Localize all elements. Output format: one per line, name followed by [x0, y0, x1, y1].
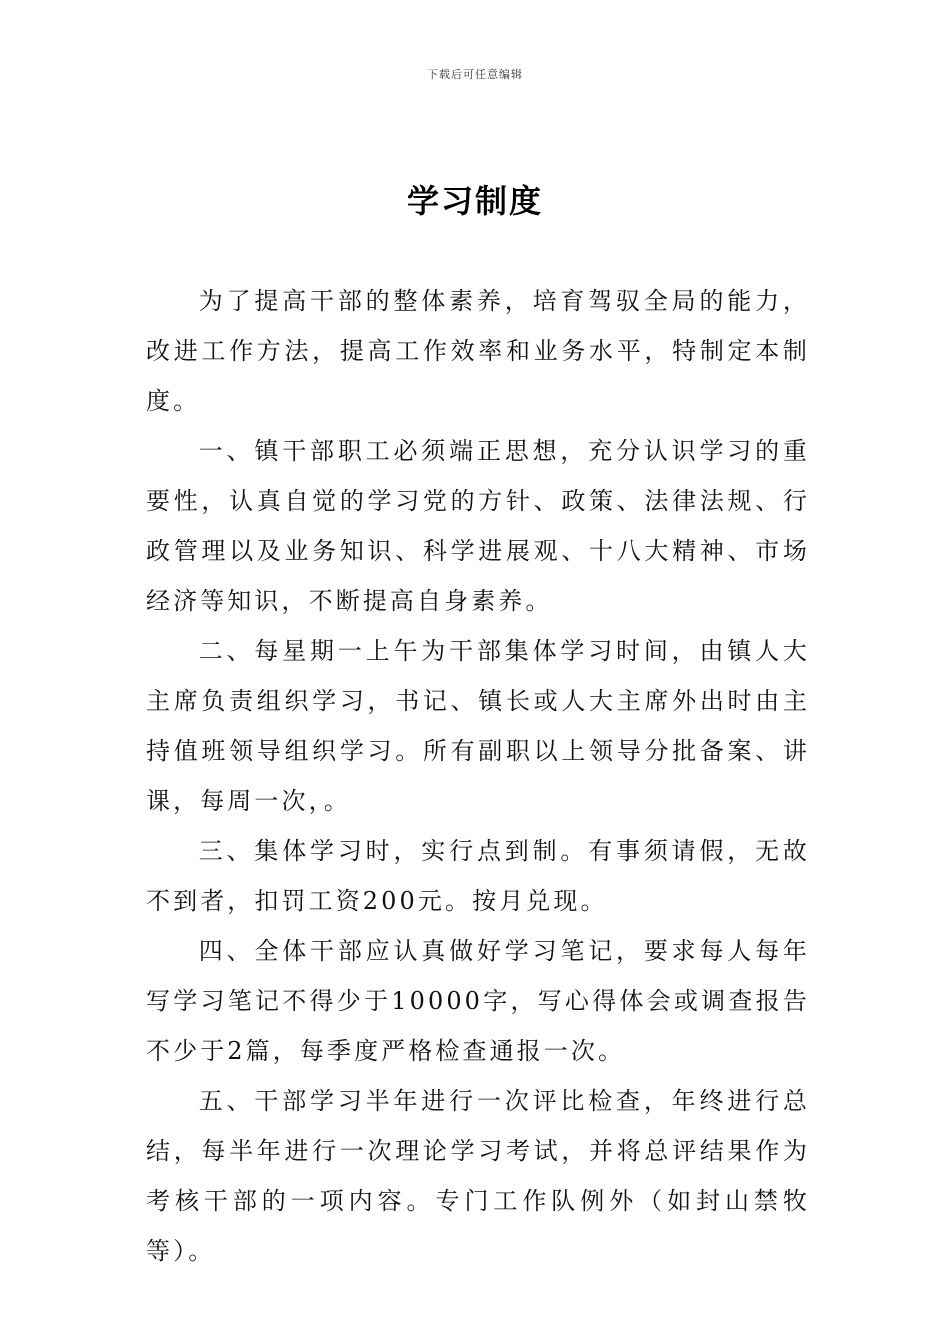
- paragraph-rule-1: 一、镇干部职工必须端正思想，充分认识学习的重要性，认真自觉的学习党的方针、政策、法律法规、行政管理以及业务知识、科学进展观、十八大精神、市场经济等知识，不断提高自身素养。: [146, 437, 810, 615]
- paragraph-rule-2: 二、每星期一上午为干部集体学习时间，由镇人大主席负责组织学习，书记、镇长或人大主席外出时由主持值班领导组织学习。所有副职以上领导分批备案、讲课，每周一次，。: [146, 637, 810, 815]
- header-note: 下载后可任意编辑: [427, 68, 523, 81]
- document-body: [146, 276, 810, 1276]
- paragraph-intro: 为了提高干部的整体素养，培育驾驭全局的能力，改进工作方法，提高工作效率和业务水平，特制定本制度。: [146, 287, 810, 415]
- paragraph-rule-5: 五、干部学习半年进行一次评比检查，年终进行总结，每半年进行一次理论学习考试，并将总评结果作为考核干部的一项内容。专门工作队例外（如封山禁牧等）。: [146, 1087, 810, 1265]
- paragraph-rule-3: 三、集体学习时，实行点到制。有事须请假，无故不到者，扣罚工资200元。按月兑现。: [146, 837, 810, 915]
- document-title: 学习制度: [406, 182, 543, 220]
- paragraph-rule-4: 四、全体干部应认真做好学习笔记，要求每人每年写学习笔记不得少于10000字，写心得体会或调查报告不少于2篇，每季度严格检查通报一次。: [146, 937, 810, 1065]
